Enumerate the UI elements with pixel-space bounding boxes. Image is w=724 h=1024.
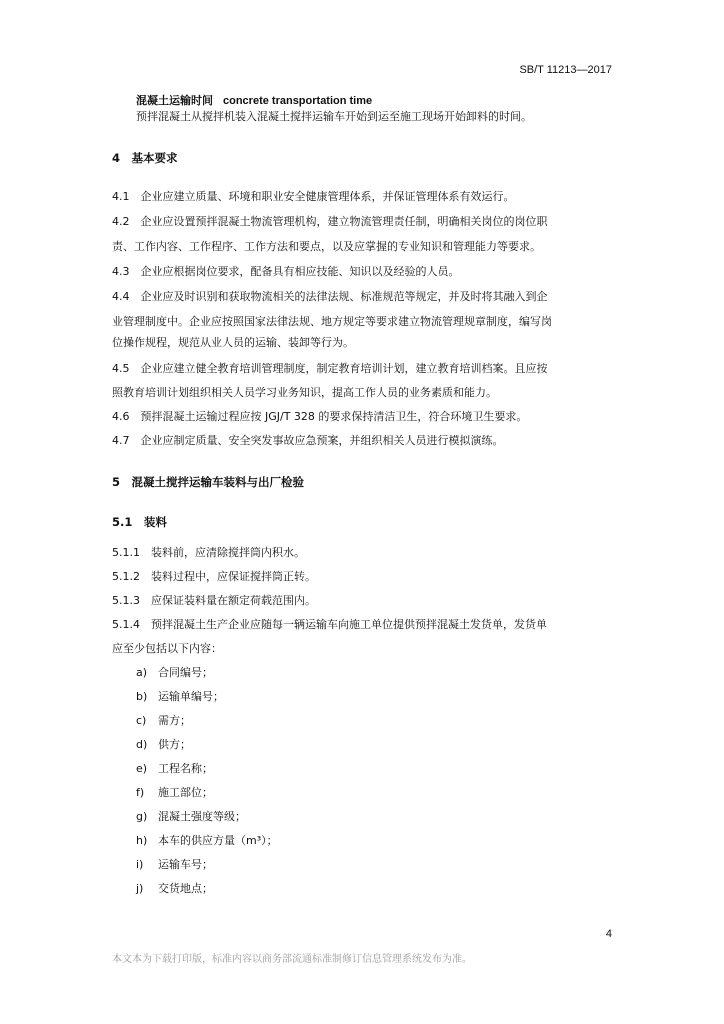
clause-4-4-line1: 4.4 企业应及时识别和获取物流相关的法律法规、标准规范等规定，并及时将其融入到企 xyxy=(112,290,548,303)
list-item xyxy=(136,858,213,872)
term-definition: 预拌混凝土从搅拌机装入混凝土搅拌运输车开始到运至施工现场开始卸料的时间。 xyxy=(136,110,532,123)
clause-5-1-3: 5.1.3 应保证装料量在额定荷载范围内。 xyxy=(112,594,316,607)
clause-5-1-1: 5.1.1 装料前，应清除搅拌筒内积水。 xyxy=(112,546,305,559)
list-text: 需方； xyxy=(158,714,191,727)
list-item xyxy=(136,762,213,776)
list-text: 交货地点； xyxy=(158,882,213,895)
list-label: c) xyxy=(136,714,147,727)
term-title-en: concrete transportation time xyxy=(223,95,373,107)
page-number: 4 xyxy=(605,928,612,940)
list-item xyxy=(136,786,213,800)
list-item xyxy=(136,810,246,824)
section-5-heading: 5 混凝土搅拌运输车装料与出厂检验 xyxy=(112,475,304,489)
list-label: b) xyxy=(136,690,148,703)
clause-4-7: 4.7 企业应制定质量、安全突发事故应急预案，并组织相关人员进行模拟演练。 xyxy=(112,434,504,447)
clause-4-6: 4.6 预拌混凝土运输过程应按 JGJ/T 328 的要求保持清洁卫生，符合环境卫生要求。 xyxy=(112,410,528,423)
clause-4-2-line1: 4.2 企业应设置预拌混凝土物流管理机构，建立物流管理责任制，明确相关岗位的岗位职 xyxy=(112,215,548,228)
list-text: 供方； xyxy=(158,738,191,751)
term-title-cn: 混凝土运输时间 xyxy=(136,94,213,107)
clause-5-1-2: 5.1.2 装料过程中，应保证搅拌筒正转。 xyxy=(112,570,316,583)
list-item xyxy=(136,714,191,728)
list-label: a) xyxy=(136,666,148,679)
clause-5-1-4-line1: 5.1.4 预拌混凝土生产企业应随每一辆运输车向施工单位提供预拌混凝土发货单，发货单 xyxy=(112,618,547,631)
standard-number: SB/T 11213—2017 xyxy=(519,64,612,76)
list-label: i) xyxy=(136,858,144,871)
list-text: 工程名称； xyxy=(158,762,213,775)
list-item xyxy=(136,882,213,896)
clause-4-4-line2: 业管理制度中。企业应按照国家法律法规、地方规定等要求建立物流管理规章制度，编写岗 xyxy=(112,315,552,328)
list-item xyxy=(136,834,278,848)
section-4-heading: 4 基本要求 xyxy=(112,151,178,165)
clause-4-1: 4.1 企业应建立质量、环境和职业安全健康管理体系，并保证管理体系有效运行。 xyxy=(112,190,515,203)
list-label: f) xyxy=(136,786,145,799)
download-notice: 本文本为下载打印版，标准内容以商务部流通标准制修订信息管理系统发布为准。 xyxy=(112,954,472,965)
list-item xyxy=(136,690,224,704)
list-text: 混凝土强度等级； xyxy=(158,810,246,823)
list-text: 合同编号； xyxy=(158,666,213,679)
list-text: 运输单编号； xyxy=(158,690,224,703)
list-item xyxy=(136,738,191,752)
list-label: d) xyxy=(136,738,148,751)
term-title xyxy=(136,94,372,108)
list-label: e) xyxy=(136,762,148,775)
list-label: h) xyxy=(136,834,148,847)
list-text: 本车的供应方量（m³）； xyxy=(158,834,278,847)
clause-4-4-line3: 位操作规程，规范从业人员的运输、装卸等行为。 xyxy=(112,336,354,349)
list-label: j) xyxy=(136,882,144,895)
list-item xyxy=(136,666,213,680)
clause-4-3: 4.3 企业应根据岗位要求，配备具有相应技能、知识以及经验的人员。 xyxy=(112,265,460,278)
clause-4-2-line2: 责、工作内容、工作程序、工作方法和要点，以及应掌握的专业知识和管理能力等要求。 xyxy=(112,240,541,253)
clause-4-5-line2: 照教育培训计划组织相关人员学习业务知识，提高工作人员的业务素质和能力。 xyxy=(112,386,497,399)
section-5-1-heading: 5.1 装料 xyxy=(112,515,167,529)
clause-5-1-4-line2: 应至少包括以下内容： xyxy=(112,642,222,655)
list-text: 施工部位； xyxy=(158,786,213,799)
list-label: g) xyxy=(136,810,148,823)
list-text: 运输车号； xyxy=(158,858,213,871)
clause-4-5-line1: 4.5 企业应建立健全教育培训管理制度，制定教育培训计划，建立教育培训档案。且应按 xyxy=(112,362,548,375)
